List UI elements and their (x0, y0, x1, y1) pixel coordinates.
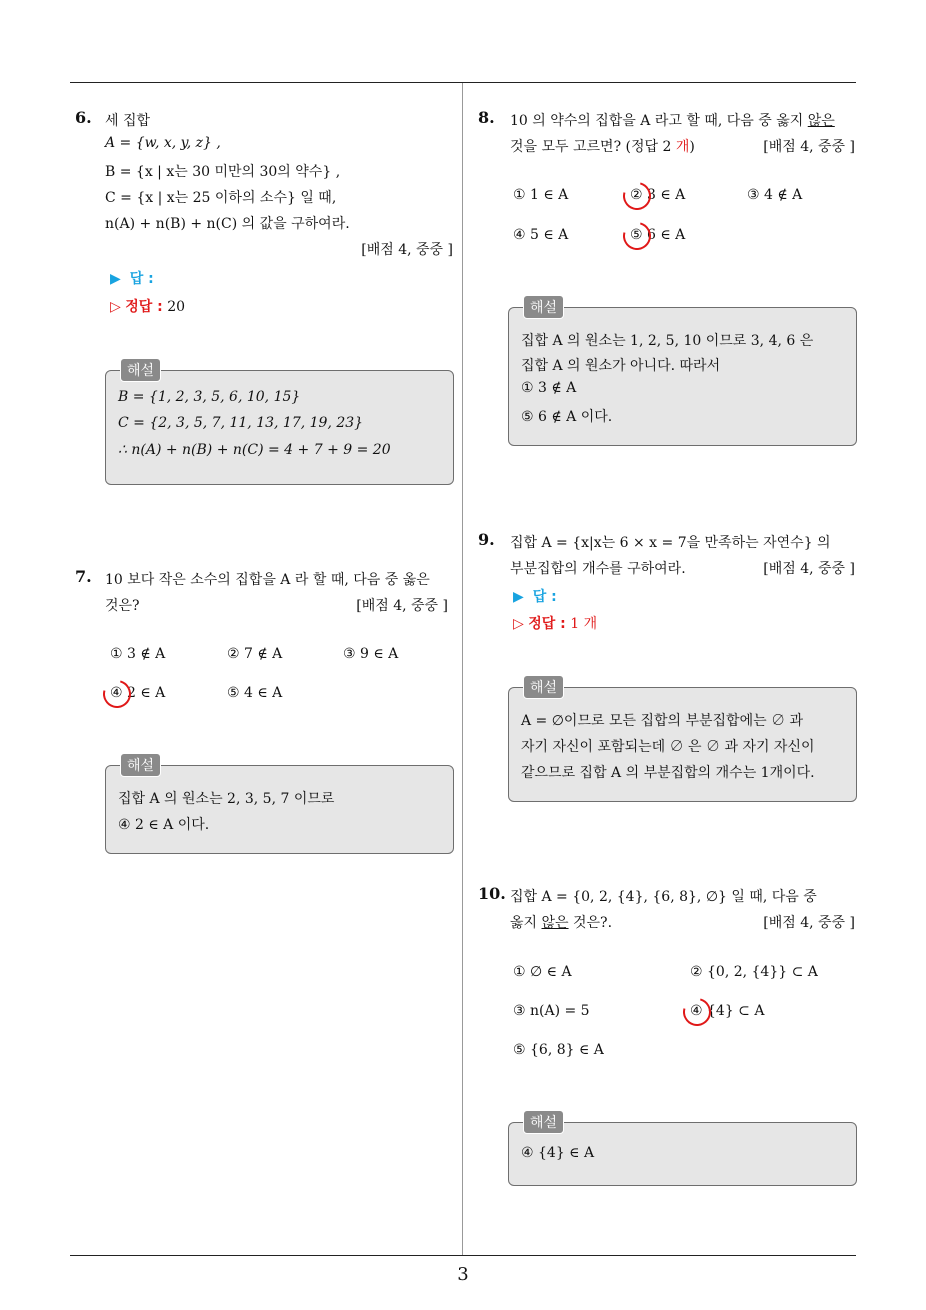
question-text: 10 보다 작은 소수의 집합을 A 라 할 때, 다음 중 옳은 (105, 572, 430, 588)
explanation-line: 자기 자신이 포함되는데 ∅ 은 ∅ 과 자기 자신이 (521, 739, 815, 755)
explanation-tag: 해설 (523, 1110, 564, 1134)
explanation-line: ∴ n(A) + n(B) + n(C) = 4 + 7 + 9 = 20 (118, 442, 391, 458)
column-divider (462, 83, 463, 1255)
option-1[interactable]: ① 3 ∉ A (110, 646, 166, 662)
option-2[interactable]: ② 7 ∉ A (227, 646, 283, 662)
option-5[interactable]: ⑤ {6, 8} ∈ A (513, 1042, 604, 1058)
explanation-line: A = ∅이므로 모든 집합의 부분집합에는 ∅ 과 (521, 713, 804, 729)
option-4[interactable]: ④ 2 ∈ A (110, 685, 166, 701)
score-meta: [배점 4, 중중 ] (763, 561, 855, 577)
score-meta: [배점 4, 중중 ] (763, 915, 855, 931)
question-text: 부분집합의 개수를 구하여라. (510, 561, 686, 577)
explanation-tag: 해설 (120, 753, 161, 777)
option-4[interactable]: ④ 5 ∈ A (513, 227, 569, 243)
question-text: 것은? (105, 598, 140, 614)
play-icon: ▶ (110, 271, 121, 287)
option-5[interactable]: ⑤ 4 ∈ A (227, 685, 283, 701)
option-1[interactable]: ① ∅ ∈ A (513, 964, 572, 980)
explanation-line: ⑤ 6 ∉ A 이다. (521, 409, 613, 425)
explanation-line: 같으므로 집합 A 의 부분집합의 개수는 1개이다. (521, 765, 815, 781)
explanation-line: 집합 A 의 원소가 아니다. 따라서 (521, 358, 721, 374)
question-text: 집합 A = {x|x는 6 × x = 7을 만족하는 자연수} 의 (510, 535, 831, 551)
selected-answer-circle-icon (678, 993, 716, 1031)
set-c-def: C = {x | x는 25 이하의 소수} 일 때, (105, 190, 337, 206)
explanation-tag: 해설 (120, 358, 161, 382)
correct-answer: ▷ 정답 : 1 개 (513, 616, 598, 632)
question-number: 9. (478, 530, 495, 549)
explanation-box (508, 1115, 857, 1186)
triangle-outline-icon: ▷ (513, 616, 524, 632)
correct-answer: ▷ 정답 : 20 (110, 299, 186, 315)
question-text: 집합 A = {0, 2, {4}, {6, 8}, ∅} 일 때, 다음 중 (510, 889, 817, 905)
option-3[interactable]: ③ n(A) = 5 (513, 1003, 590, 1019)
question-number: 6. (75, 108, 92, 127)
option-2[interactable]: ② 3 ∈ A (630, 187, 686, 203)
question-number: 8. (478, 108, 495, 127)
explanation-line: C = {2, 3, 5, 7, 11, 13, 17, 19, 23} (118, 415, 364, 431)
explanation-box (508, 680, 857, 802)
option-4[interactable]: ④ {4} ⊂ A (690, 1003, 765, 1019)
option-5[interactable]: ⑤ 6 ∈ A (630, 227, 686, 243)
bottom-rule (70, 1255, 856, 1256)
explanation-line: B = {1, 2, 3, 5, 6, 10, 15} (118, 389, 301, 405)
explanation-tag: 해설 (523, 675, 564, 699)
explanation-box (508, 300, 857, 446)
question-text: 세 집합 (105, 113, 151, 129)
selected-answer-circle-icon (618, 217, 656, 255)
option-3[interactable]: ③ 4 ∉ A (747, 187, 803, 203)
answer-label: ▶ 답 : (110, 271, 154, 287)
explanation-box (105, 758, 454, 854)
page-number: 3 (457, 1264, 469, 1285)
score-meta: [배점 4, 중중 ] (356, 598, 448, 614)
explanation-box (105, 363, 454, 485)
question-number: 10. (478, 884, 506, 903)
question-text: 10 의 약수의 집합을 A 라고 할 때, 다음 중 옳지 않은 (510, 113, 835, 129)
selected-answer-circle-icon (618, 177, 656, 215)
option-2[interactable]: ② {0, 2, {4}} ⊂ A (690, 964, 818, 980)
set-a-def: A = {w, x, y, z} , (105, 135, 221, 151)
explanation-line: 집합 A 의 원소는 2, 3, 5, 7 이므로 (118, 791, 335, 807)
triangle-outline-icon: ▷ (110, 299, 121, 315)
explanation-line: 집합 A 의 원소는 1, 2, 5, 10 이므로 3, 4, 6 은 (521, 333, 814, 349)
explanation-line: ④ 2 ∈ A 이다. (118, 817, 210, 833)
selected-answer-circle-icon (98, 675, 136, 713)
question-text: n(A) + n(B) + n(C) 의 값을 구하여라. (105, 216, 350, 232)
set-b-def: B = {x | x는 30 미만의 30의 약수} , (105, 164, 341, 180)
score-meta: [배점 4, 중중 ] (763, 139, 855, 155)
score-meta: [배점 4, 중중 ] (361, 242, 453, 258)
answer-label: ▶ 답 : (513, 589, 557, 605)
question-text: 옳지 않은 것은?. (510, 915, 613, 931)
question-text: 것을 모두 고르면? (정답 2 개) (510, 139, 695, 155)
explanation-line: ① 3 ∉ A (521, 380, 577, 396)
explanation-tag: 해설 (523, 295, 564, 319)
question-number: 7. (75, 567, 92, 586)
explanation-line: ④ {4} ∈ A (521, 1145, 595, 1161)
top-rule (70, 82, 856, 83)
option-3[interactable]: ③ 9 ∈ A (343, 646, 399, 662)
play-icon: ▶ (513, 589, 524, 605)
option-1[interactable]: ① 1 ∈ A (513, 187, 569, 203)
